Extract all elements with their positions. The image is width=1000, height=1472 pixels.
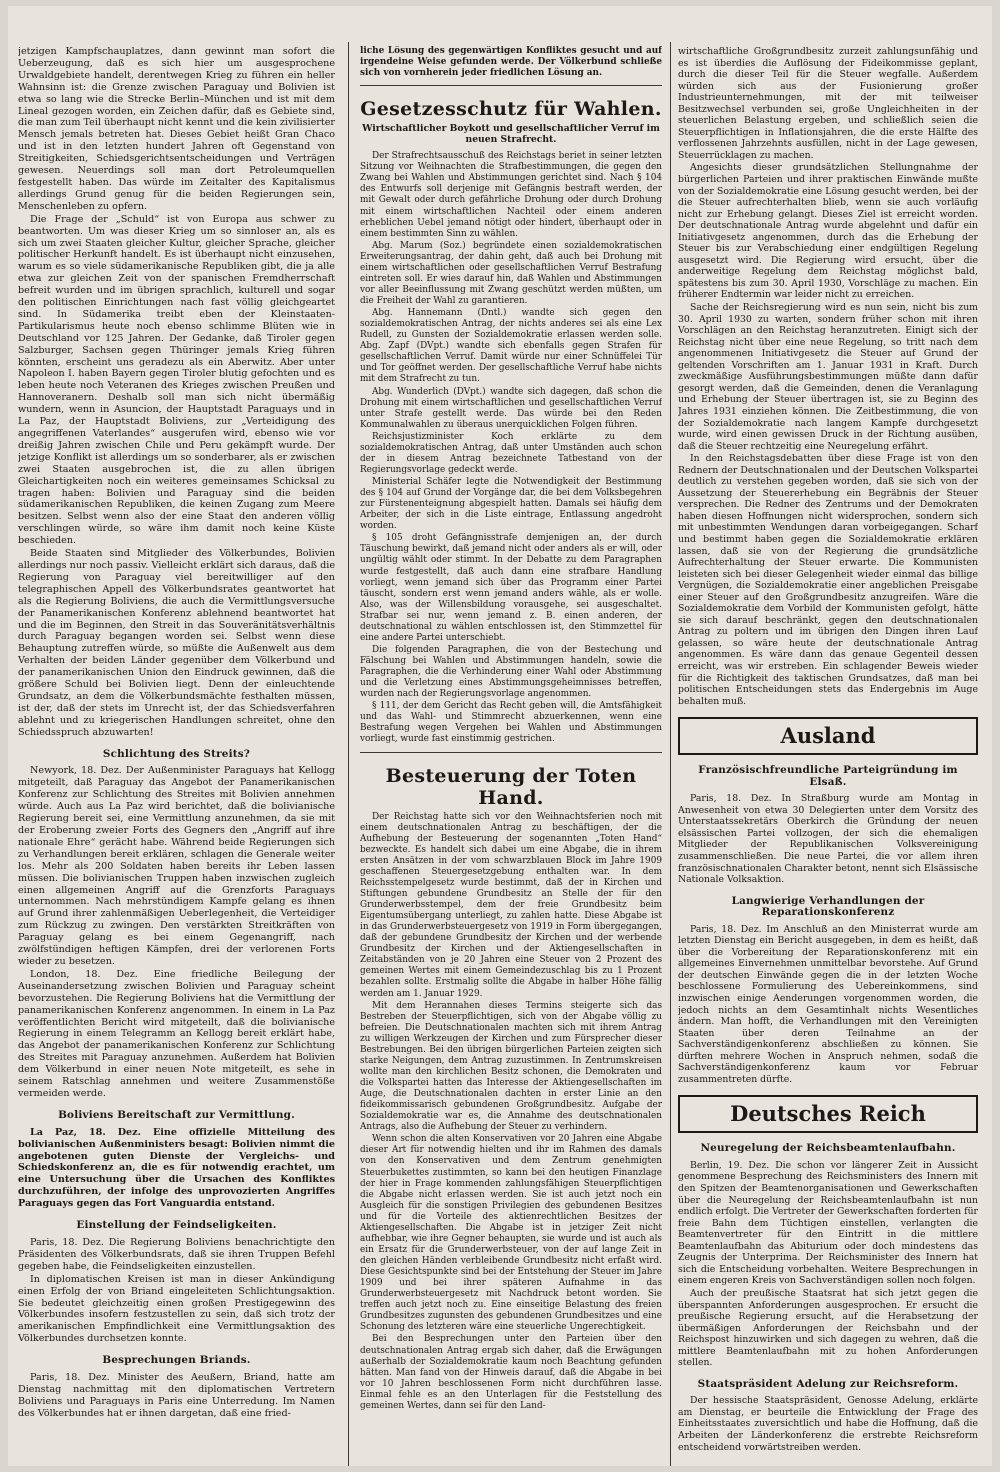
article-paragraph: Newyork, 18. Dez. Der Außenminister Paraguays hat Kellogg mitgeteilt, daß Paraguay das Angebot der Panamerikanischen Konferenz zur Schlichtung des Streites mit Bolivien annehmen würde. Auch aus La Paz wird berichtet, daß die bolivianische Regierung bereit sei, eine Vermittlung anzunehmen, da sie mit der Eroberung zweier Forts des Gegners den „Angriff auf ihre nationale Ehre“ gerächt habe. Während beide Regierungen sich zu Verhandlungen bereit erklären, schlagen die Generale weiter los. Mehr als 200 Soldaten haben bereits ihr Leben lassen müssen. Die bolivianischen Truppen haben inzwischen zugleich einen allgemeinen Angriff auf die Grenzforts Paraguays unternommen. Nach mehrstündigem Kampfe gelang es ihnen auf Grund ihrer zahlenmäßigen Ueberlegenheit, die Verteidiger zum Rückzug zu zwingen. Den verstärkten Streitkräften von Paraguay gelang es bei einem Gegenangriff, nach zwölfstündigen heftigen Kämpfen, drei der verlorenen Forts wieder zu besetzen.: [18, 765, 335, 967]
headline-einstellung: Einstellung der Feindseligkeiten.: [76, 1219, 277, 1232]
article-paragraph: Abg. Marum (Soz.) begründete einen sozialdemokratischen Erweiterungsantrag, der dahin geht, daß auch bei Drohung mit einem wirtschaftlichen oder gesellschaftlichen Verruf Bestrafung eintreten soll. Er wies darauf hin, daß Wahlen und Abstimmungen vor aller Beeinflussung mit Zwang geschützt werden müßten, um die Freiheit der Wahl zu garantieren.: [360, 240, 662, 306]
article-paragraph: Der Reichstag hatte sich vor den Weihnachtsferien noch mit einem deutschnationalen Antrag zu beschäftigen, der die Aufhebung der Besteuerung der sogenannten „Toten Hand“ bezweckte. Es handelt sich dabei um eine Abgabe, die in ihrem ersten Ansätzen in der vom schwarzblauen Block im Jahre 1909 geschaffenen Steuergesetzgebung enthalten war. In dem Reichsstempelgesetz wurde bestimmt, daß der in Kirchen und Stiftungen gebundene Grundbesitz an Stelle der für den Grunderwerbsstempel, dem der freie Grundbesitz beim Eigentumsübergang unterliegt, zu zahlen hatte. Diese Abgabe ist in das Grunderwerbsteuergesetz von 1919 in Form übergegangen, daß der gebundene Grundbesitz der Kirchen und der werbende Grundbesitz der Kirchen und der Aktiengesellschaften in Zeitabständen von je 20 Jahren eine Steuer von 2 Prozent des gemeinen Wertes mit einem Gemeindezuschlag bis zu 1 Prozent bezahlen sollte. Erstmalig sollte die Abgabe in halber Höhe fällig werden am 1. Januar 1929.: [360, 811, 662, 999]
article-paragraph: Abg. Hannemann (Dntl.) wandte sich gegen den sozialdemokratischen Antrag, der nichts anderes sei als eine Lex Rudell, zu Gunsten der Sozialdemokratie erlassen werden solle. Abg. Zapf (DVpt.) wandte sich ebenfalls gegen Strafen für gesellschaftlichen Verruf. Damit würde nur einer Schnüffelei Tür und Tor geöffnet werden. Der gesellschaftliche Verruf habe nichts mit dem Strafrecht zu tun.: [360, 308, 662, 385]
headline-bereitschaft: Boliviens Bereitschaft zur Vermittlung.: [58, 1108, 295, 1121]
headline-reparation: Langwierige Verhandlungen der Reparationskonferenz: [731, 894, 925, 919]
article-paragraph: Berlin, 19. Dez. Die schon vor längerer Zeit in Aussicht genommene Besprechung des Reichsministers des Innern mit den Spitzen der Beamtenorganisationen und Gewerkschaften über die Neuregelung der Reichsbeamtenlaufbahn ist nun endlich erfolgt. Die Vertreter der Gewerkschaften forderten für freie Bahn dem Tüchtigen einstellen, verlangten die Beamtenvertreter für den Eintritt in die mittlere Beamtenlaufbahn das Abiturium oder doch mindestens das Zeugnis der Unterprima. Der Reichsminister des Innern hat sich die Entscheidung vorbehalten. Weitere Besprechungen in einem engeren Kreis von Sachverständigen sollen noch folgen.: [678, 1159, 978, 1287]
article-paragraph: liche Lösung des gegenwärtigen Konfliktes gesucht und auf irgendeine Weise gefunden werde. Der Völkerbund schließe sich von vornherein jeder friedlichen Lösung an.: [360, 46, 662, 79]
section-divider: [360, 752, 662, 753]
article-paragraph: Die Frage der „Schuld“ ist von Europa aus schwer zu beantworten. Um was dieser Krieg um so sinnloser an, als es sich um zwei Staaten gleicher Kultur, gleicher Sprache, gleicher politischer Herkunft handelt. Es ist überhaupt nicht einzusehen, warum es so viele südamerikanische Republiken gibt, die ja alle etwa zur gleichen Zeit von der spanischen Fremdherrschaft befreit wurden und im übrigen sprachlich, kulturell und sogar den politischen Einrichtungen nach fast völlig gleichgeartet sind. In Südamerika treibt eben der Kleinstaaten-Partikularismus heute noch ebenso schlimme Blüten wie in Deutschland vor 125 Jahren. Der Gedanke, daß Tiroler gegen Salzburger, Sachsen gegen Thüringer jemals Krieg führen könnten, erscheint uns geradezu als ein Aberwitz. Aber unter Napoleon I. haben Bayern gegen Tiroler blutig gefochten und es leben heute noch Veteranen des Krieges zwischen Preußen und Hannoveranern. Deshalb soll man sich nicht übermäßig wundern, wenn in Asuncion, der Hauptstadt Paraguays und in La Paz, der Hauptstadt Boliviens, zur „Verteidigung des angegriffenen Vaterlandes“ ausgerufen wird, ebenso wie vor dreißig Jahren zwischen Chile und Peru gekämpft wurde. Der jetzige Konflikt ist allerdings um so sonderbarer, als er zwischen zwei Staaten ausgebrochen ist, die zu allen übrigen Gleichartigkeiten noch ein weiteres gemeinsames Schicksal zu tragen haben: Bolivien und Paraguay sind die beiden südamerikanischen Republiken, die keinen Zugang zum Meere besitzen. Selbst wenn also der eine Staat den anderen völlig verschlingen würde, so wäre ihm damit noch keine Küste beschieden.: [18, 213, 335, 547]
article-paragraph: Paris, 18. Dez. In Straßburg wurde am Montag in Anwesenheit von etwa 30 Delegierten unter dem Vorsitz des Unterstaatssekretärs Oberkirch die Gründung der neuen elsässischen Partei vollzogen, der sich die ehemaligen Mitglieder der Republikanischen Volksvereinigung zusammenschließen. Die neue Partei, die vor allem ihren französischnationalen Charakter betont, nennt sich Elsässische Nationale Volksaktion.: [678, 793, 978, 886]
article-paragraph: Abg. Wunderlich (DVpt.) wandte sich dagegen, daß schon die Drohung mit einem wirtschaftlichen und gesellschaftlichen Verruf unter Strafe gestellt werde. Das würde bei den Reden Kommunalwahlen zu überaus unerquicklichen Folgen führen.: [360, 386, 662, 430]
article-paragraph: In den Reichstagsdebatten über diese Frage ist von den Rednern der Deutschnationalen und der Deutschen Volkspartei deutlich zu verstehen gegeben worden, daß sie sich von der Aussetzung der Steuererhebung ein Begräbnis der Steuer versprechen. Die Redner des Zentrums und der Demokraten haben diesen Hoffnungen nicht widersprochen, sondern sich mit unbestimmten Wendungen daran vorbeigegangen. Scharf und bestimmt haben gegen die Sozialdemokratie erklären lassen, daß sie von der Regierung die grundsätzliche Aufrechterhaltung der Steuer erwarte. Die Kommunisten leisteten sich bei dieser Gelegenheit wieder einmal das billige Vergnügen, die Sozialdemokratie einer angeblichen Preisgabe einer Steuer auf den Großgrundbesitz anzugreifen. Wäre die Sozialdemokratie dem Vorbild der Kommunisten gefolgt, hätte sie sich darauf beschränkt, gegen den deutschnationalen Antrag zu poltern und im übrigen den Dingen ihren Lauf gelassen, so wäre heute der deutschnationale Antrag angenommen. Es wäre dann das genaue Gegenteil dessen erreicht, was wir erstreben. Ein schlagender Beweis wieder für die Richtigkeit des taktischen Grundsatzes, daß man bei politischen Entscheidungen stets das Endergebnis im Auge behalten muß.: [678, 453, 978, 707]
article-paragraph: Paris, 18. Dez. Die Regierung Boliviens benachrichtigte den Präsidenten des Völkerbundsrats, daß sie ihren Truppen Befehl gegeben habe, die Feindseligkeiten einzustellen.: [18, 1237, 335, 1272]
article-paragraph: § 105 droht Gefängnisstrafe demjenigen an, der durch Täuschung bewirkt, daß jemand nicht oder anders als er will, oder ungültig wählt oder stimmt. In der Debatte zu dem Paragraphen wurde festgestellt, daß auch dann eine strafbare Handlung vorliegt, wenn jemand sich über das Programm einer Partei täuscht, sondern erst wenn jemand anders wähle, als er wolle. Also, was der Willensbildung vorausgehe, sei ausgeschaltet. Strafbar sei nur, wenn jemand z. B. einen anderen, der deutschnational zu wählen entschlossen ist, den Stimmzettel für eine andere Partei unterschiebt.: [360, 533, 662, 643]
column-1: [18, 46, 335, 1421]
newspaper-page: [8, 6, 992, 1466]
article-paragraph: La Paz, 18. Dez. Eine offizielle Mitteilung des bolivianischen Außenministers besagt: Bolivien nimmt die angebotenen guten Dienste der Vergleichs- und Schiedskonferenz an, die es für notwendig erachtet, um eine Untersuchung über die Ursachen des Konfliktes durchzuführen, der infolge des unprovozierten Angriffes Paraguays gegen das Fort Vanguardia entstand.: [18, 1126, 335, 1210]
article-paragraph: Ministerial Schäfer legte die Notwendigkeit der Bestimmung des § 104 auf Grund der Vorgänge dar, die bei dem Volksbegehren zur Fürstenenteignung abgespielt hatten. Damals sei häufig dem Arbeiter, der sich in die Liste eintrage, Entlassung angedroht worden.: [360, 477, 662, 532]
headline-schlichtung: Schlichtung des Streits?: [102, 747, 251, 760]
article-paragraph: § 111, der dem Gericht das Recht geben will, die Amtsfähigkeit und das Wahl- und Stimmrecht abzuerkennen, wenn eine Bestrafung wegen Vergehen bei Wahlen und Abstimmungen vorliegt, wurde fast einstimmig gestrichen.: [360, 701, 662, 745]
subheadline-gesetzesschutz: Wirtschaftlicher Boykott und gesellschaftlicher Verruf im neuen Strafrecht.: [362, 123, 660, 146]
column-2: [360, 46, 662, 1413]
headline-briand: Besprechungen Briands.: [102, 1354, 251, 1367]
article-paragraph: Paris, 18. Dez. Im Anschluß an den Ministerrat wurde am letzten Dienstag ein Bericht ausgegeben, in dem es heißt, daß über die Vorbereitung der Reparationskonferenz mit ein allgemeines Einvernehmen unmittelbar bevorstehe. Auf Grund der deutschen Einwände gegen die in der letzten Woche beschlossene Formulierung des Uebereinkommens, sind inzwischen einige Aenderungen vorgenommen worden, die jedoch nichts an dem Gesamtinhalt nichts Wesentliches ändern. Man hofft, die Verhandlungen mit den Vereinigten Staaten über deren Teilnahme an der Sachverständigenkonferenz abschließen zu können. Sie dürften mehrere Wochen in Anspruch nehmen, sodaß die Sachverständigenkonferenz kaum vor Februar zusammentreten dürfte.: [678, 923, 978, 1085]
article-paragraph: jetzigen Kampfschauplatzes, dann gewinnt man sofort die Ueberzeugung, daß es sich hier um ausgesprochene Urwaldgebiete handelt, derentwegen Krieg zu führen ein heller Wahnsinn ist: die Grenze zwischen Paraguay und Bolivien ist etwa so lang wie die Strecke Berlin–München und ist mit dem Lineal gezogen worden, ein Zeichen dafür, daß es Gebiete sind, die man zum Teil überhaupt nicht kennt und die kein zivilisierter Mensch jemals betreten hat. Dieses Gebiet heißt Gran Chaco und ist in den letzten hundert Jahren oft Gegenstand von Streitigkeiten, Schiedsgerichtsentscheidungen und Verträgen gewesen. Neuerdings soll man dort Petroleumquellen festgestellt haben. Das würde im Zeitalter des Kapitalismus allerdings Grund genug für die beiden Regierungen sein, Menschenleben zu opfern.: [18, 46, 335, 212]
section-box-reich: Deutsches Reich: [678, 1095, 978, 1133]
article-paragraph: Paris, 18. Dez. Minister des Aeußern, Briand, hatte am Dienstag nachmittag mit den diplomatischen Vertretern Boliviens und Paraguays in Paris eine Unterredung. Im Namen des Völkerbundes hat er ihnen dargetan, daß eine fried-: [18, 1372, 335, 1419]
article-paragraph: Sache der Reichsregierung wird es nun sein, nicht bis zum 30. April 1930 zu warten, sondern früher schon mit ihren Vorschlägen an den Reichstag heranzutreten. Einigt sich der Reichstag nicht über eine neue Regelung, so tritt nach dem angenommenen Initiativgesetz die Steuer auf Grund der geltenden Vorschriften am 1. Januar 1931 in Kraft. Durch zweckmäßige Ausführungsbestimmungen müßte dann dafür gesorgt werden, daß die Gemeinden, denen die Veranlagung und Erhebung der Steuer übertragen ist, sie zu Beginn des Jahres 1931 einziehen können. Die Zeitbestimmung, die von der Sozialdemokratie nach langem Kampfe durchgesetzt wurde, wird einen gewissen Druck in der Richtung ausüben, daß die Steuer rechtzeitig eine Neuregelung erfährt.: [678, 302, 978, 452]
headline-gesetzesschutz: Gesetzesschutz für Wahlen.: [360, 98, 662, 121]
headline-adelung: Staatspräsident Adelung zur Reichsreform.: [697, 1377, 959, 1390]
headline-franz: Französischfreundliche Parteigründung im Elsaß.: [698, 764, 958, 788]
section-box-ausland: Ausland: [678, 717, 978, 755]
column-3: [678, 46, 978, 1454]
article-paragraph: Bei den Besprechungen unter den Parteien über den deutschnationalen Antrag ergab sich daher, daß die Erwägungen außerhalb der Sozialdemokratie kaum noch Beachtung gefunden hätten. Man fand von der Hinweis darauf, daß die Abgabe in bei vor 10 Jahren beschlossenen Form nicht durchführen lasse. Einmal fehle es an den Unterlagen für die Feststellung des gemeinen Wertes, dann sei für den Land-: [360, 1334, 662, 1411]
headline-beamten: Neuregelung der Reichsbeamtenlaufbahn.: [700, 1142, 956, 1155]
section-divider: [360, 85, 662, 86]
column-rule-1: [348, 42, 349, 1466]
article-paragraph: Wenn schon die alten Konservativen vor 20 Jahren eine Abgabe dieser Art für notwendig hielten und ihr im Rahmen des damals von den Konservativen und dem Zentrum genehmigten Steuerbukettes zustimmten, so kann bei den heutigen Finanzlage der hier in Frage kommenden zahlungsfähigen Steuerpflichtigen die Abgabe nicht erlassen werden. Sie ist auch jetzt noch ein Ausgleich für die sonstigen Privilegien des gebundenen Besitzes und für die Vorteile des aktienrechtlichen Besitzes der Aktiengesellschaften. Die Abgabe ist in jetziger Zeit nicht aufhebbar, wie ihre Gegner behaupten, sie wurde und ist auch als ein Ersatz für die Grunderwerbsteuer, von der auf lange Zeit in den gleichen Händen verbleibende Grundbesitz nicht erfaßt wird. Diese Gesichtspunkte sind bei der Entstehung der Steuer im Jahre 1909 und bei ihrer späteren Aufnahme in das Grunderwerbsteuergesetz mit Nachdruck betont worden. Sie treffen auch jetzt noch zu. Eine einseitige Belastung des freien Grundbesitzes zugunsten des gebundenen Grundbesitzes und eine Schonung des letzteren wäre eine steuerliche Ungerechtigkeit.: [360, 1134, 662, 1333]
article-paragraph: Der Strafrechtsausschuß des Reichstags beriet in seiner letzten Sitzung vor Weihnachten die Strafbestimmungen, die gegen den Zwang bei Wahlen und Abstimmungen gerichtet sind. Nach § 104 des Entwurfs soll derjenige mit Gefängnis bestraft werden, der mit Gewalt oder durch gefährliche Drohung oder durch Drohung mit einem wirtschaftlichen Nachteil oder einem anderen erheblichen Uebel jemand nötigt oder hindert, überhaupt oder in einem bestimmten Sinn zu wählen.: [360, 151, 662, 239]
article-paragraph: London, 18. Dez. Eine friedliche Beilegung der Auseinandersetzung zwischen Bolivien und Paraguay scheint bevorzustehen. Die Regierung Boliviens hat die Vermittlung der panamerikanischen Konferenz angenommen. In einem in La Paz veröffentlichten Bericht wird mitgeteilt, daß die bolivianische Regierung in einem Telegramm an Kellogg bereit erklärt habe, das Angebot der panamerikanischen Konferenz zur Schlichtung des Streites mit Paraguay anzunehmen. Außerdem hat Bolivien dem Völkerbund in einer neuen Note mitgeteilt, es sehe in seinem Ratschlag annehmen und weitere Zusammenstöße vermeiden werde.: [18, 968, 335, 1099]
article-paragraph: Angesichts dieser grundsätzlichen Stellungnahme der bürgerlichen Parteien und ihrer praktischen Einwände mußte von der Sozialdemokratie eine Lösung gesucht werden, bei der die Steuer aufrechterhalten blieb, wenn sie auch vorläufig nicht zur Erhebung gelangt. Dieses Ziel ist erreicht worden. Der deutschnationale Antrag wurde abgelehnt und dafür ein Initiativgesetz angenommen, durch das die Erhebung der Steuer bis zur Verabschiedung einer endgültigen Regelung ausgesetzt wird. Die Regierung wird ersucht, über die anderweitige Regelung dem Reichstag möglichst bald, spätestens bis zum 30. April 1930, Vorschläge zu machen. Ein früherer Endtermin war leider nicht zu erreichen.: [678, 162, 978, 301]
article-paragraph: Auch der preußische Staatsrat hat sich jetzt gegen die überspannten Anforderungen ausgesprochen. Er ersucht die preußische Regierung ersucht, auf die Herabsetzung der übermäßigen Anforderungen der Reichsbahn und der Reichspost hinzuwirken und sich dagegen zu wehren, daß die mittlere Beamtenlaufbahn mit zu hohen Anforderungen stellen.: [678, 1287, 978, 1369]
headline-besteuerung: Besteuerung der Toten Hand.: [385, 764, 637, 809]
article-paragraph: Reichsjustizminister Koch erklärte zu dem sozialdemokratischen Antrag, daß unter Umständen auch schon der in diesem Antrag bezeichnete Tatbestand von der Regierungsvorlage gedeckt werde.: [360, 431, 662, 475]
column-rule-2: [670, 42, 671, 1466]
article-paragraph: Die folgenden Paragraphen, die von der Bestechung und Fälschung bei Wahlen und Abstimmungen handeln, sowie die Paragraphen, die die Verhinderung einer Wahl oder Abstimmung und die Verletzung eines Abstimmungsgeheimnisses betreffen, wurden nach der Regierungsvorlage angenommen.: [360, 644, 662, 700]
article-paragraph: Beide Staaten sind Mitglieder des Völkerbundes, Bolivien allerdings nur noch passiv. Vielleicht erklärt sich daraus, daß die Regierung von Paraguay viel bereitwilliger auf den telegraphischen Appell des Völkerbundsrates geantwortet hat als die Regierung Boliviens, die auch die Vermittlungsversuche der Panamerikanischen Konferenz ablehnend beantwortet hat und die im Beginnen, den Streit in das Souveränitätsverhältnis durch Paraguay begangen worden sei. Selbst wenn diese Behauptung zutreffen würde, so müßte die Außenwelt aus dem Verhalten der beiden Länder gegenüber dem Völkerbund und der panamerikanischen Union den Eindruck gewinnen, daß die größere Schuld bei Bolivien liegt. Denn der einleuchtende Grundsatz, an dem die Völkerbundsmächte festhalten müssen, ist der, daß der stets im Unrecht ist, der das Schiedsverfahren ablehnt und zu kriegerischen Handlungen schreitet, ohne den Schiedsspruch abzuwarten!: [18, 548, 335, 738]
article-paragraph: wirtschaftliche Großgrundbesitz zurzeit zahlungsunfähig und es ist überdies die Auflösung der Fideikommisse geplant, durch die dieser Teil für die Steuer wegfalle. Außerdem würden sich aus der Fusionierung großer Industrieunternehmungen, mit der mit teilweiser Besitzwechsel verbunden sei, große Ungleichheiten in der steuerlichen Belastung ergeben, und schließlich seien die Steuerpflichtigen in Inflationsjahren, die die erste Hälfte des verflossenen Jahrzehnts ausfüllen, nicht in der Lage gewesen, Steuerrücklagen zu machen.: [678, 46, 978, 161]
article-paragraph: Der hessische Staatspräsident, Genosse Adelung, erklärte am Dienstag, er beurteile die Entwicklung der Frage des Einheitsstaates zuversichtlich und habe die Hoffnung, daß die Arbeiten der Länderkonferenz die erstrebte Reichsreform entscheidend vorwärtstreiben werden.: [678, 1395, 978, 1453]
article-paragraph: Mit dem Herannahen dieses Termins steigerte sich das Bestreben der Steuerpflichtigen, sich von der Abgabe völlig zu befreien. Die Deutschnationalen machten sich mit ihrem Antrag zu willigen Werkzeugen der Kirchen und zum Fürsprecher dieser Bestrebungen. Bei den übrigen bürgerlichen Parteien zeigten sich starke Neigungen, dem Antrag zuzustimmen. In Zentrumskreisen wollte man den kirchlichen Besitz schonen, die Demokraten und die Volkspartei hatten das Interesse der Aktiengesellschaften im Auge, die Deutschnationalen dachten in erster Linie an den fideikommissarisch gebundenen Großgrundbesitz. Aufgabe der Sozialdemokratie war es, die Annahme des deutschnationalen Antrags, also die Aufhebung der Steuer zu verhindern.: [360, 1000, 662, 1133]
article-paragraph: In diplomatischen Kreisen ist man in dieser Ankündigung einen Erfolg der von Briand eingeleiteten Schlichtungsaktion. Sie bedeutet gleichzeitig einen großen Prestigegewinn des Völkerbundes insofern festzustellen zu sein, daß sich trotz der amerikanischen Empfindlichkeit eine Vermittlungsaktion des Völkerbundes durchsetzen konnte.: [18, 1273, 335, 1345]
